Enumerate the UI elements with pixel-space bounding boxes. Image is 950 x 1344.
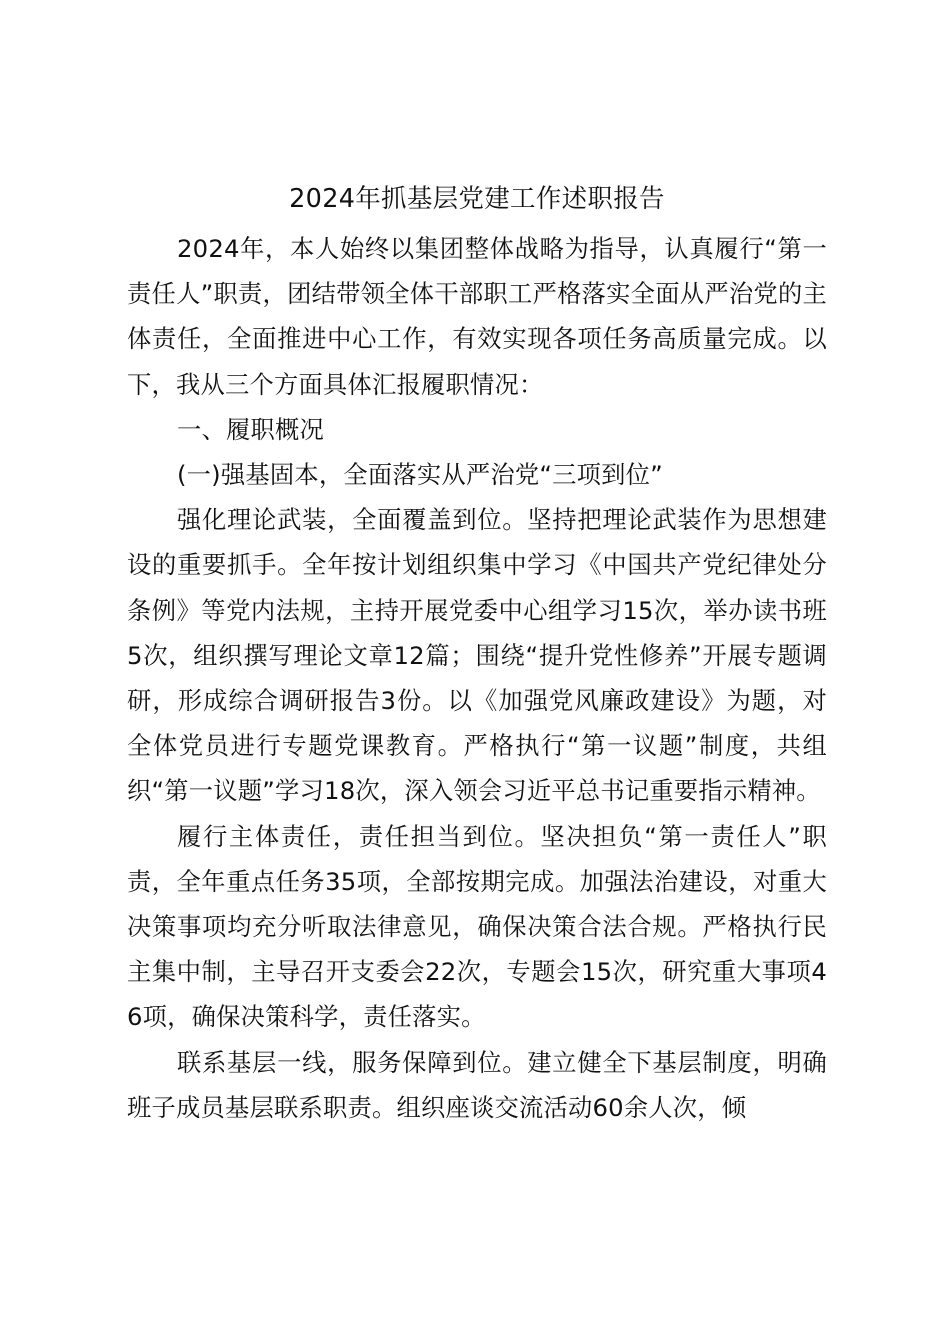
document-page [127,172,827,1130]
paragraph-responsibility: 履行主体责任，责任担当到位。坚决担负“第一责任人”职责，全年重点任务35项，全部按期完成。加强法治建设，对重大决策事项均充分听取法律意见，确保决策合法合规。严格执行民主集中制，主导召开支委会22次，专题会15次，研究重大事项46项，确保决策科学，责任落实。 [127,821,827,1032]
heading-subsection-1: (一)强基固本，全面落实从严治党“三项到位” [177,460,663,490]
paragraph-grassroots: 联系基层一线，服务保障到位。建立健全下基层制度，明确班子成员基层联系职责。组织座谈交流活动60余人次，倾 [127,1047,827,1122]
heading-section-1: 一、履职概况 [177,414,324,444]
document-title: 2024年抓基层党建工作述职报告 [289,184,665,214]
paragraph-intro: 2024年，本人始终以集团整体战略为指导，认真履行“第一责任人”职责，团结带领全体干部职工严格落实全面从严治党的主体责任，全面推进中心工作，有效实现各项任务高质量完成。以下，我从三个方面具体汇报履职情况： [127,234,827,399]
paragraph-theory: 强化理论武装，全面覆盖到位。坚持把理论武装作为思想建设的重要抓手。全年按计划组织集中学习《中国共产党纪律处分条例》等党内法规，主持开展党委中心组学习15次，举办读书班5次，组织撰写理论文章12篇；围绕“提升党性修养”开展专题调研，形成综合调研报告3份。以《加强党风廉政建设》为题，对全体党员进行专题党课教育。严格执行“第一议题”制度，共组织“第一议题”学习18次，深入领会习近平总书记重要指示精神。 [127,505,827,806]
